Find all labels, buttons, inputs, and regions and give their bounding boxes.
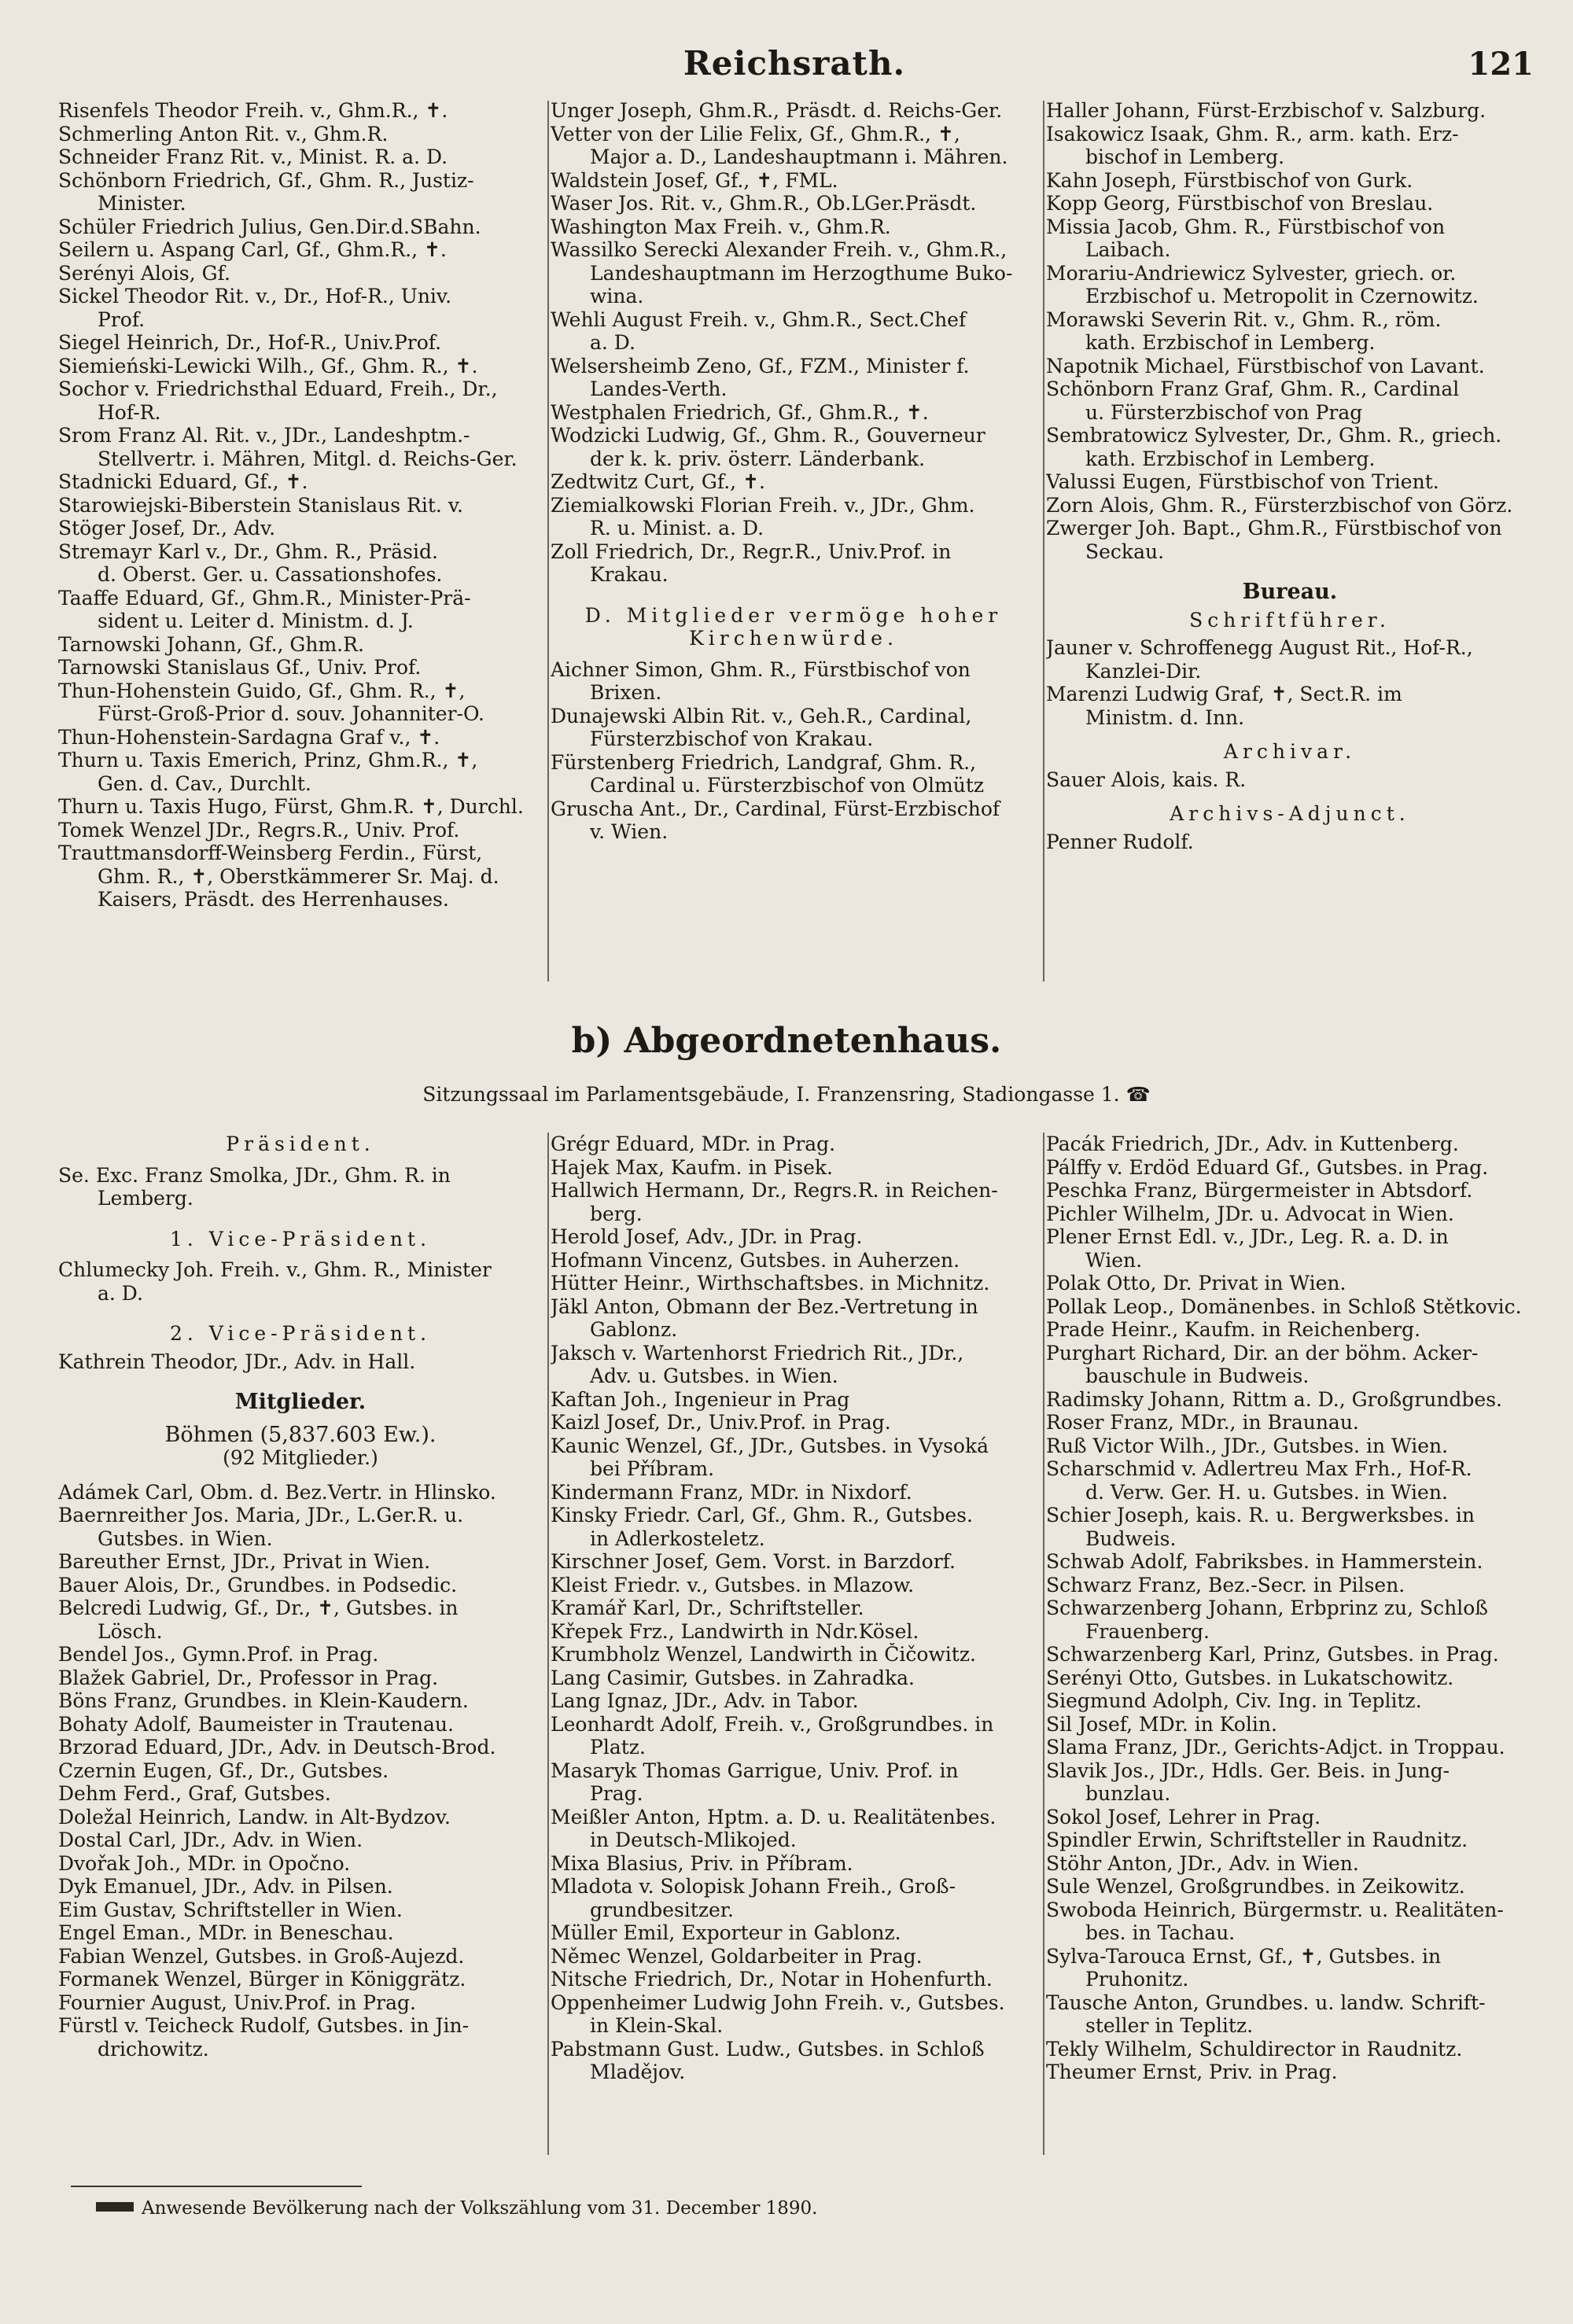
entry: Formanek Wenzel, Bürger in Königgrätz. bbox=[58, 1968, 466, 1991]
entry: Zoll Friedrich, Dr., Regr.R., Univ.Prof. in bbox=[551, 540, 952, 563]
entry-continuation: v. Wien. bbox=[590, 820, 669, 843]
entry: Spindler Erwin, Schriftsteller in Raudnitz. bbox=[1046, 1829, 1468, 1851]
entry-continuation: Ministm. d. Inn. bbox=[1085, 705, 1245, 729]
entry: Kindermann Franz, MDr. in Nixdorf. bbox=[551, 1480, 912, 1504]
entry-continuation: Kanzlei-Dir. bbox=[1085, 659, 1202, 683]
entry: Scharschmid v. Adlertreu Max Frh., Hof-R. bbox=[1046, 1457, 1472, 1480]
entry: Hallwich Hermann, Dr., Regrs.R. in Reichen- bbox=[551, 1179, 998, 1202]
entry-continuation: in Adlerkosteletz. bbox=[590, 1527, 765, 1550]
entry: Tausche Anton, Grundbes. u. landw. Schrift- bbox=[1046, 1991, 1486, 2014]
entry: Haller Johann, Fürst-Erzbischof v. Salzburg. bbox=[1046, 99, 1486, 122]
entry: Penner Rudolf. bbox=[1046, 830, 1194, 853]
entry-continuation: Landeshauptmann im Herzogthume Buko- bbox=[590, 261, 1013, 285]
entry: Prade Heinr., Kaufm. in Reichenberg. bbox=[1046, 1318, 1421, 1341]
entry: Starowiejski-Biberstein Stanislaus Rit. v. bbox=[58, 493, 463, 517]
entry: Oppenheimer Ludwig John Freih. v., Gutsbes. bbox=[551, 1991, 1005, 2014]
entry: Serényi Alois, Gf. bbox=[58, 261, 230, 285]
entry: Brzorad Eduard, JDr., Adv. in Deutsch-Brod. bbox=[58, 1736, 496, 1759]
entry: Baernreither Jos. Maria, JDr., L.Ger.R. u. bbox=[58, 1504, 464, 1527]
entry: Roser Franz, MDr., in Braunau. bbox=[1046, 1411, 1359, 1434]
entry: Engel Eman., MDr. in Beneschau. bbox=[58, 1921, 394, 1944]
entry: Vetter von der Lilie Felix, Gf., Ghm.R., ✝, bbox=[551, 122, 960, 145]
entry: Dyk Emanuel, JDr., Adv. in Pilsen. bbox=[58, 1875, 393, 1898]
entry: Tekly Wilhelm, Schuldirector in Raudnitz. bbox=[1046, 2037, 1463, 2061]
entry: Sickel Theodor Rit. v., Dr., Hof-R., Univ. bbox=[58, 285, 452, 308]
entry: Stadnicki Eduard, Gf., ✝. bbox=[58, 470, 308, 493]
entry: Pacák Friedrich, JDr., Adv. in Kuttenberg. bbox=[1046, 1133, 1459, 1155]
entry-continuation: Mladějov. bbox=[590, 2061, 686, 2083]
crownland-heading: Böhmen (5,837.603 Ew.). bbox=[164, 1423, 437, 1446]
entry: Morariu-Andriewicz Sylvester, griech. or. bbox=[1046, 261, 1457, 285]
entry-continuation: berg. bbox=[590, 1202, 643, 1225]
entry: Siemieński-Lewicki Wilh., Gf., Ghm. R., ✝. bbox=[58, 354, 478, 378]
entry-continuation: a. D. bbox=[590, 331, 635, 354]
entry: Krumbholz Wenzel, Landwirth in Čičowitz. bbox=[551, 1643, 976, 1666]
entry: Thurn u. Taxis Emerich, Prinz, Ghm.R., ✝, bbox=[58, 749, 478, 772]
entry: Aichner Simon, Ghm. R., Fürstbischof von bbox=[551, 657, 971, 681]
entry-continuation: Hof-R. bbox=[98, 400, 161, 424]
entry-continuation: wina. bbox=[590, 285, 644, 308]
column-divider bbox=[547, 101, 549, 982]
entry-continuation: a. D. bbox=[98, 1281, 143, 1305]
entry: Sil Josef, MDr. in Kolin. bbox=[1046, 1712, 1277, 1736]
entry: Zorn Alois, Ghm. R., Fürsterzbischof von Görz. bbox=[1046, 493, 1513, 517]
entry: Morawski Severin Rit. v., Ghm. R., röm. bbox=[1046, 308, 1442, 331]
entry: Sule Wenzel, Großgrundbes. in Zeikowitz. bbox=[1046, 1875, 1465, 1898]
entry: Welsersheimb Zeno, Gf., FZM., Minister f. bbox=[551, 354, 970, 378]
entry: Purghart Richard, Dir. an der böhm. Acker- bbox=[1046, 1341, 1479, 1365]
entry-continuation: d. Verw. Ger. H. u. Gutsbes. in Wien. bbox=[1085, 1480, 1448, 1504]
entry: Gruscha Ant., Dr., Cardinal, Fürst-Erzbischof bbox=[551, 797, 1000, 820]
entry: Thun-Hohenstein-Sardagna Graf v., ✝. bbox=[58, 725, 440, 749]
subsection-heading: Kirchenwürde. bbox=[689, 627, 898, 650]
page-header bbox=[55, 41, 1534, 96]
entry: Křepek Frz., Landwirth in Ndr.Kösel. bbox=[551, 1619, 919, 1643]
entry: Wodzicki Ludwig, Gf., Ghm. R., Gouverneur bbox=[551, 424, 985, 447]
entry-continuation: in Klein-Skal. bbox=[590, 2014, 724, 2037]
entry: Fournier August, Univ.Prof. in Prag. bbox=[58, 1991, 416, 2014]
entry: Nitsche Friedrich, Dr., Notar in Hohenfurth. bbox=[551, 1968, 993, 1991]
entry: Lang Ignaz, JDr., Adv. in Tabor. bbox=[551, 1689, 859, 1712]
entry-continuation: bauschule in Budweis. bbox=[1085, 1365, 1310, 1387]
entry-continuation: bes. in Tachau. bbox=[1085, 1921, 1236, 1944]
entry-continuation: Lösch. bbox=[98, 1619, 163, 1643]
entry: Böns Franz, Grundbes. in Klein-Kaudern. bbox=[58, 1689, 469, 1712]
entry: Polak Otto, Dr. Privat in Wien. bbox=[1046, 1272, 1346, 1295]
entry-continuation: der k. k. priv. österr. Länderbank. bbox=[590, 447, 926, 470]
entry-continuation: Prag. bbox=[590, 1782, 643, 1805]
entry: Wehli August Freih. v., Ghm.R., Sect.Chef bbox=[551, 308, 967, 331]
entry: Dvořak Joh., MDr. in Opočno. bbox=[58, 1851, 351, 1875]
entry: Eim Gustav, Schriftsteller in Wien. bbox=[58, 1898, 403, 1921]
entry: Se. Exc. Franz Smolka, JDr., Ghm. R. in bbox=[58, 1163, 451, 1187]
entry: Doležal Heinrich, Landw. in Alt-Bydzov. bbox=[58, 1805, 451, 1829]
entry: Schwarzenberg Karl, Prinz, Gutsbes. in Prag. bbox=[1046, 1643, 1499, 1666]
entry: Herold Josef, Adv., JDr. in Prag. bbox=[551, 1225, 863, 1248]
entry-continuation: Ghm. R., ✝, Oberstkämmerer Sr. Maj. d. bbox=[98, 864, 499, 888]
entry: Bohaty Adolf, Baumeister in Trautenau. bbox=[58, 1712, 454, 1736]
entry-continuation: Lemberg. bbox=[98, 1187, 193, 1210]
entry-continuation: Prof. bbox=[98, 308, 146, 331]
entry: Chlumecky Joh. Freih. v., Ghm. R., Minister bbox=[58, 1258, 492, 1281]
entry: Dehm Ferd., Graf, Gutsbes. bbox=[58, 1782, 331, 1805]
entry-continuation: R. u. Minist. a. D. bbox=[590, 517, 764, 540]
entry: Lang Casimir, Gutsbes. in Zahradka. bbox=[551, 1666, 915, 1689]
subsection-heading: Archivar. bbox=[1223, 740, 1357, 763]
section-title: b) Abgeordnetenhaus. bbox=[571, 1021, 1002, 1061]
entry-continuation: Krakau. bbox=[590, 563, 669, 586]
entry-continuation: Kaisers, Präsdt. des Herrenhauses. bbox=[98, 888, 449, 911]
entry: Pálffy v. Erdöd Eduard Gf., Gutsbes. in Prag. bbox=[1046, 1155, 1489, 1179]
entry-continuation: kath. Erzbischof in Lemberg. bbox=[1085, 331, 1376, 354]
entry-continuation: d. Oberst. Ger. u. Cassationshofes. bbox=[98, 563, 443, 586]
entry: Kleist Friedr. v., Gutsbes. in Mlazow. bbox=[551, 1573, 915, 1597]
column-divider bbox=[1043, 1133, 1044, 2155]
entry: Ruß Victor Wilh., JDr., Gutsbes. in Wien. bbox=[1046, 1434, 1449, 1457]
entry: Srom Franz Al. Rit. v., JDr., Landeshptm.- bbox=[58, 424, 470, 447]
entry: Fürstl v. Teicheck Rudolf, Gutsbes. in Jin- bbox=[58, 2014, 470, 2037]
entry: Serényi Otto, Gutsbes. in Lukatschowitz. bbox=[1046, 1666, 1454, 1689]
entry: Slama Franz, JDr., Gerichts-Adjct. in Troppau. bbox=[1046, 1736, 1505, 1759]
entry: Schönborn Friedrich, Gf., Ghm. R., Justiz- bbox=[58, 168, 474, 192]
entry: Sylva-Tarouca Ernst, Gf., ✝, Gutsbes. in bbox=[1046, 1944, 1442, 1968]
entry-continuation: Stellvertr. i. Mähren, Mitgl. d. Reichs-Ger. bbox=[98, 447, 518, 470]
entry: Sauer Alois, kais. R. bbox=[1046, 768, 1247, 791]
entry: Ziemialkowski Florian Freih. v., JDr., Ghm. bbox=[551, 493, 975, 517]
entry-continuation: Cardinal u. Fürsterzbischof von Olmütz bbox=[590, 774, 985, 797]
entry-continuation: Platz. bbox=[590, 1736, 646, 1759]
entry: Bendel Jos., Gymn.Prof. in Prag. bbox=[58, 1643, 379, 1666]
entry: Pollak Leop., Domänenbes. in Schloß Stětkovic. bbox=[1046, 1295, 1522, 1318]
entry: Mixa Blasius, Priv. in Příbram. bbox=[551, 1851, 853, 1875]
entry: Kahn Joseph, Fürstbischof von Gurk. bbox=[1046, 168, 1413, 192]
entry-continuation: Fürsterzbischof von Krakau. bbox=[590, 727, 874, 750]
entry: Swoboda Heinrich, Bürgermstr. u. Realitäten- bbox=[1046, 1898, 1504, 1921]
entry-continuation: Pruhonitz. bbox=[1085, 1968, 1189, 1991]
column-divider bbox=[1043, 101, 1044, 982]
entry-continuation: sident u. Leiter d. Ministm. d. J. bbox=[98, 610, 414, 632]
bureau-heading: Bureau. bbox=[1242, 580, 1338, 604]
entry-continuation: Brixen. bbox=[590, 681, 662, 704]
entry: Masaryk Thomas Garrigue, Univ. Prof. in bbox=[551, 1759, 959, 1782]
entry: Siegel Heinrich, Dr., Hof-R., Univ.Prof. bbox=[58, 331, 442, 354]
subsection-heading: D. Mitglieder vermöge hoher bbox=[584, 603, 1003, 627]
entry: Marenzi Ludwig Graf, ✝, Sect.R. im bbox=[1046, 683, 1402, 705]
entry: Sembratowicz Sylvester, Dr., Ghm. R., griech. bbox=[1046, 424, 1502, 447]
entry: Thun-Hohenstein Guido, Gf., Ghm. R., ✝, bbox=[58, 679, 466, 702]
entry: Isakowicz Isaak, Ghm. R., arm. kath. Erz- bbox=[1046, 122, 1459, 145]
entry: Leonhardt Adolf, Freih. v., Großgrundbes. in bbox=[551, 1712, 994, 1736]
mitglieder-heading: Mitglieder. bbox=[234, 1390, 367, 1414]
entry: Kaftan Joh., Ingenieur in Prag bbox=[551, 1387, 850, 1411]
subsection-heading: 2. Vice-Präsident. bbox=[169, 1322, 432, 1345]
entry-continuation: steller in Teplitz. bbox=[1085, 2014, 1254, 2037]
entry: Belcredi Ludwig, Gf., Dr., ✝, Gutsbes. in bbox=[58, 1597, 459, 1619]
entry: Schwab Adolf, Fabriksbes. in Hammerstein. bbox=[1046, 1550, 1483, 1573]
entry: Tarnowski Johann, Gf., Ghm.R. bbox=[58, 632, 364, 656]
entry-continuation: Minister. bbox=[98, 192, 186, 215]
entry-continuation: Adv. u. Gutsbes. in Wien. bbox=[590, 1365, 838, 1387]
entry: Napotnik Michael, Fürstbischof von Lavant. bbox=[1046, 354, 1485, 378]
entry: Czernin Eugen, Gf., Dr., Gutsbes. bbox=[58, 1759, 389, 1782]
herrenhaus-column-3 bbox=[1046, 99, 1534, 853]
entry-continuation: Laibach. bbox=[1085, 238, 1171, 261]
entry: Waldstein Josef, Gf., ✝, FML. bbox=[551, 168, 838, 192]
abgeordnetenhaus-column-1 bbox=[58, 1133, 543, 2061]
entry-continuation: u. Fürsterzbischof von Prag bbox=[1085, 400, 1363, 424]
entry-continuation: bunzlau. bbox=[1085, 1782, 1171, 1805]
entry: Sokol Josef, Lehrer in Prag. bbox=[1046, 1805, 1321, 1829]
entry-continuation: in Deutsch-Mlikojed. bbox=[590, 1829, 797, 1851]
entry: Kirschner Josef, Gem. Vorst. in Barzdorf. bbox=[551, 1550, 956, 1573]
member-count: (92 Mitglieder.) bbox=[223, 1446, 378, 1469]
entry-continuation: Budweis. bbox=[1085, 1527, 1177, 1550]
entry: Kopp Georg, Fürstbischof von Breslau. bbox=[1046, 192, 1434, 215]
entry: Schwarzenberg Johann, Erbprinz zu, Schloß bbox=[1046, 1597, 1488, 1619]
entry: Peschka Franz, Bürgermeister in Abtsdorf. bbox=[1046, 1179, 1473, 1202]
abgeordnetenhaus-column-2 bbox=[551, 1133, 1037, 2084]
entry-continuation: Landes-Verth. bbox=[590, 378, 728, 400]
entry: Fabian Wenzel, Gutsbes. in Groß-Aujezd. bbox=[58, 1944, 465, 1968]
entry: Schier Joseph, kais. R. u. Bergwerksbes. in bbox=[1046, 1504, 1475, 1527]
entry: Waser Jos. Rit. v., Ghm.R., Ob.LGer.Präsdt. bbox=[551, 192, 977, 215]
entry: Meißler Anton, Hptm. a. D. u. Realitätenbes. bbox=[551, 1805, 996, 1829]
entry-continuation: Gen. d. Cav., Durchlt. bbox=[98, 772, 311, 795]
footnote: Anwesende Bevölkerung nach der Volkszählung vom 31. December 1890. bbox=[142, 2198, 818, 2219]
entry: Pabstmann Gust. Ludw., Gutsbes. in Schloß bbox=[551, 2037, 985, 2061]
entry: Schmerling Anton Rit. v., Ghm.R. bbox=[58, 122, 389, 145]
footnote-rule bbox=[71, 2186, 362, 2187]
entry: Zwerger Joh. Bapt., Ghm.R., Fürstbischof von bbox=[1046, 517, 1502, 540]
entry: Mladota v. Solopisk Johann Freih., Groß- bbox=[551, 1875, 956, 1898]
entry: Dostal Carl, JDr., Adv. in Wien. bbox=[58, 1829, 363, 1851]
entry: Stöhr Anton, JDr., Adv. in Wien. bbox=[1046, 1851, 1359, 1875]
entry-continuation: Fürst-Groß-Prior d. souv. Johanniter-O. bbox=[98, 702, 484, 725]
entry: Washington Max Freih. v., Ghm.R. bbox=[551, 215, 891, 238]
entry: Schwarz Franz, Bez.-Secr. in Pilsen. bbox=[1046, 1573, 1405, 1597]
entry-continuation: bei Příbram. bbox=[590, 1457, 715, 1480]
entry: Grégr Eduard, MDr. in Prag. bbox=[551, 1133, 836, 1155]
entry: Westphalen Friedrich, Gf., Ghm.R., ✝. bbox=[551, 400, 929, 424]
herrenhaus-column-1 bbox=[58, 99, 543, 912]
entry: Jauner v. Schroffenegg August Rit., Hof-R., bbox=[1046, 636, 1473, 659]
entry: Stöger Josef, Dr., Adv. bbox=[58, 517, 276, 540]
subsection-heading: Präsident. bbox=[226, 1133, 375, 1155]
entry: Bareuther Ernst, JDr., Privat in Wien. bbox=[58, 1550, 431, 1573]
herrenhaus-column-2 bbox=[551, 99, 1037, 844]
entry: Kaizl Josef, Dr., Univ.Prof. in Prag. bbox=[551, 1411, 891, 1434]
subsection-heading: 1. Vice-Präsident. bbox=[169, 1227, 432, 1250]
entry: Němec Wenzel, Goldarbeiter in Prag. bbox=[551, 1944, 923, 1968]
entry: Radimsky Johann, Rittm a. D., Großgrundbes. bbox=[1046, 1387, 1502, 1411]
entry: Jaksch v. Wartenhorst Friedrich Rit., JDr., bbox=[551, 1341, 964, 1365]
entry: Kinsky Friedr. Carl, Gf., Ghm. R., Gutsbes. bbox=[551, 1504, 973, 1527]
entry-continuation: Seckau. bbox=[1085, 540, 1165, 563]
entry-continuation: Gablonz. bbox=[590, 1318, 678, 1341]
session-hall-line: Sitzungssaal im Parlamentsgebäude, I. Franzensring, Stadiongasse 1. ☎ bbox=[422, 1083, 1151, 1106]
entry: Kathrein Theodor, JDr., Adv. in Hall. bbox=[58, 1350, 416, 1373]
entry: Schönborn Franz Graf, Ghm. R., Cardinal bbox=[1046, 378, 1460, 400]
entry: Hofmann Vincenz, Gutsbes. in Auherzen. bbox=[551, 1248, 960, 1272]
entry: Jäkl Anton, Obmann der Bez.-Vertretung in bbox=[551, 1295, 978, 1318]
entry-continuation: bischof in Lemberg. bbox=[1085, 145, 1285, 168]
entry: Tomek Wenzel JDr., Regrs.R., Univ. Prof. bbox=[58, 818, 460, 842]
entry: Schüler Friedrich Julius, Gen.Dir.d.SBahn. bbox=[58, 215, 481, 238]
entry: Wassilko Serecki Alexander Freih. v., Ghm.R., bbox=[551, 238, 1008, 261]
entry: Tarnowski Stanislaus Gf., Univ. Prof. bbox=[58, 656, 422, 679]
entry: Schneider Franz Rit. v., Minist. R. a. D. bbox=[58, 145, 448, 168]
entry-continuation: Frauenberg. bbox=[1085, 1619, 1210, 1643]
entry: Pichler Wilhelm, JDr. u. Advocat in Wien. bbox=[1046, 1202, 1454, 1225]
entry: Blažek Gabriel, Dr., Professor in Prag. bbox=[58, 1666, 439, 1689]
entry: Slavik Jos., JDr., Hdls. Ger. Beis. in Jung- bbox=[1046, 1759, 1450, 1782]
entry-continuation: Gutsbes. in Wien. bbox=[98, 1527, 273, 1550]
column-divider bbox=[547, 1133, 549, 2155]
entry-continuation: drichowitz. bbox=[98, 2037, 209, 2061]
entry: Hütter Heinr., Wirthschaftsbes. in Michnitz. bbox=[551, 1272, 990, 1295]
entry: Stremayr Karl v., Dr., Ghm. R., Präsid. bbox=[58, 540, 438, 563]
entry: Seilern u. Aspang Carl, Gf., Ghm.R., ✝. bbox=[58, 238, 447, 261]
entry: Unger Joseph, Ghm.R., Präsdt. d. Reichs-Ger. bbox=[551, 99, 1003, 122]
entry: Plener Ernst Edl. v., JDr., Leg. R. a. D. in bbox=[1046, 1225, 1449, 1248]
entry-continuation: grundbesitzer. bbox=[590, 1898, 734, 1921]
entry: Hajek Max, Kaufm. in Pisek. bbox=[551, 1155, 833, 1179]
abgeordnetenhaus-column-3 bbox=[1046, 1133, 1534, 2084]
entry: Zedtwitz Curt, Gf., ✝. bbox=[551, 470, 765, 493]
running-title: Reichsrath. bbox=[683, 44, 906, 83]
entry: Dunajewski Albin Rit. v., Geh.R., Cardinal, bbox=[551, 704, 972, 727]
entry-continuation: Major a. D., Landeshauptmann i. Mähren. bbox=[590, 145, 1008, 168]
entry: Kramář Karl, Dr., Schriftsteller. bbox=[551, 1597, 864, 1619]
entry-continuation: Erzbischof u. Metropolit in Czernowitz. bbox=[1085, 285, 1479, 308]
entry: Trauttmansdorff-Weinsberg Ferdin., Fürst, bbox=[58, 842, 483, 864]
subsection-heading: Archivs-Adjunct. bbox=[1170, 802, 1410, 825]
entry-continuation: kath. Erzbischof in Lemberg. bbox=[1085, 447, 1376, 470]
entry: Thurn u. Taxis Hugo, Fürst, Ghm.R. ✝, Durchl. bbox=[58, 795, 524, 818]
entry: Missia Jacob, Ghm. R., Fürstbischof von bbox=[1046, 215, 1446, 238]
entry: Kaunic Wenzel, Gf., JDr., Gutsbes. in Vysoká bbox=[551, 1434, 989, 1457]
pointing-hand-icon bbox=[96, 2202, 134, 2212]
entry: Fürstenberg Friedrich, Landgraf, Ghm. R., bbox=[551, 750, 977, 774]
page-number: 121 bbox=[1468, 46, 1534, 83]
entry: Siegmund Adolph, Civ. Ing. in Teplitz. bbox=[1046, 1689, 1422, 1712]
subsection-heading: Schriftführer. bbox=[1189, 608, 1391, 632]
entry: Müller Emil, Exporteur in Gablonz. bbox=[551, 1921, 901, 1944]
entry: Valussi Eugen, Fürstbischof von Trient. bbox=[1046, 470, 1439, 493]
entry: Theumer Ernst, Priv. in Prag. bbox=[1046, 2061, 1338, 2083]
entry: Sochor v. Friedrichsthal Eduard, Freih., Dr., bbox=[58, 378, 498, 400]
entry: Bauer Alois, Dr., Grundbes. in Podsedic. bbox=[58, 1573, 458, 1597]
entry: Taaffe Eduard, Gf., Ghm.R., Minister-Prä- bbox=[58, 586, 471, 610]
entry: Risenfels Theodor Freih. v., Ghm.R., ✝. bbox=[58, 99, 448, 122]
entry-continuation: Wien. bbox=[1085, 1248, 1143, 1272]
entry: Adámek Carl, Obm. d. Bez.Vertr. in Hlinsko. bbox=[58, 1480, 496, 1504]
